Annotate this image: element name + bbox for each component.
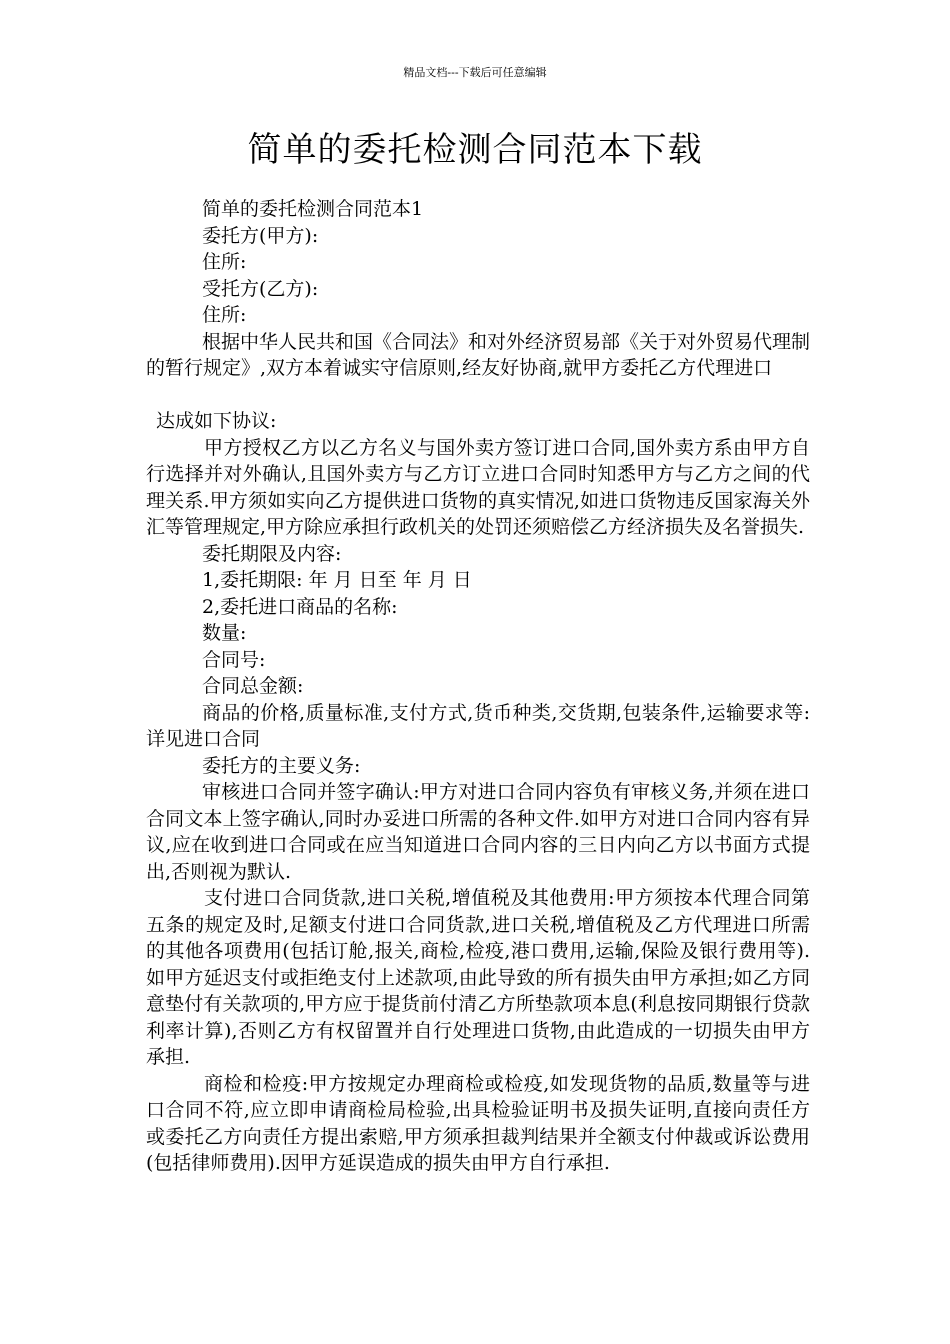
blank-line [146, 382, 810, 409]
header-note: 精品文档---下载后可任意编辑 [403, 66, 547, 79]
term-period: 1,委托期限: 年 月 日至 年 月 日 [202, 569, 472, 591]
party-a-address-label: 住所: [202, 251, 247, 273]
review-paragraph: 审核进口合同并签字确认:甲方对进口合同内容负有审核义务,并须在进口合同文本上签字确认,同时办妥进口所需的各种文件.如甲方对进口合同内容有异议,应在收到进口合同或在应当知道进口合同内容的三日内向乙方以书面方式提出,否则视为默认. [146, 781, 810, 883]
agreement-intro: 达成如下协议: [156, 410, 277, 432]
section-heading: 简单的委托检测合同范本1 [202, 198, 424, 220]
party-a-label: 委托方(甲方): [202, 224, 319, 247]
payment-paragraph: 支付进口合同货款,进口关税,增值税及其他费用:甲方须按本代理合同第五条的规定及时,足额支付进口合同货款,进口关税,增值税及乙方代理进口所需的其他各项费用(包括订舱,报关,商检,检疫,港口费用,运输,保险及银行费用等).如甲方延迟支付或拒绝支付上述款项,由此导致的所有损失由甲方承担;如乙方同意垫付有关款项的,甲方应于提货前付清乙方所垫款项本息(利息按同期银行贷款利率计算),否则乙方有权留置并自行处理进口货物,由此造成的一切损失由甲方承担. [146, 887, 810, 1068]
document-title: 简单的委托检测合同范本下载 [247, 130, 703, 170]
obligations-heading: 委托方的主要义务: [202, 754, 361, 777]
contract-amount-label: 合同总金额: [202, 675, 304, 697]
goods-terms-paragraph: 商品的价格,质量标准,支付方式,货币种类,交货期,包装条件,运输要求等:详见进口合同 [146, 701, 810, 750]
document-body [146, 196, 810, 1177]
party-b-label: 受托方(乙方): [202, 277, 319, 300]
inspection-paragraph: 商检和检疫:甲方按规定办理商检或检疫,如发现货物的品质,数量等与进口合同不符,应立即申请商检局检验,出具检验证明书及损失证明,直接向责任方或委托乙方向责任方提出索赔,甲方须承担裁判结果并全额支付仲裁或诉讼费用(包括律师费用).因甲方延误造成的损失由甲方自行承担. [146, 1072, 810, 1174]
authorization-paragraph: 甲方授权乙方以乙方名义与国外卖方签订进口合同,国外卖方系由甲方自行选择并对外确认,且国外卖方与乙方订立进口合同时知悉甲方与乙方之间的代理关系.甲方须如实向乙方提供进口货物的真实情况,如进口货物违反国家海关外汇等管理规定,甲方除应承担行政机关的处罚还须赔偿乙方经济损失及名誉损失. [146, 436, 810, 538]
contract-number-label: 合同号: [202, 648, 266, 671]
preamble-paragraph: 根据中华人民共和国《合同法》和对外经济贸易部《关于对外贸易代理制的暂行规定》,双方本着诚实守信原则,经友好协商,就甲方委托乙方代理进口 [146, 330, 811, 379]
goods-name: 2,委托进口商品的名称: [202, 595, 398, 618]
quantity-label: 数量: [202, 622, 247, 644]
term-heading: 委托期限及内容: [202, 542, 342, 565]
party-b-address-label: 住所: [202, 304, 247, 326]
